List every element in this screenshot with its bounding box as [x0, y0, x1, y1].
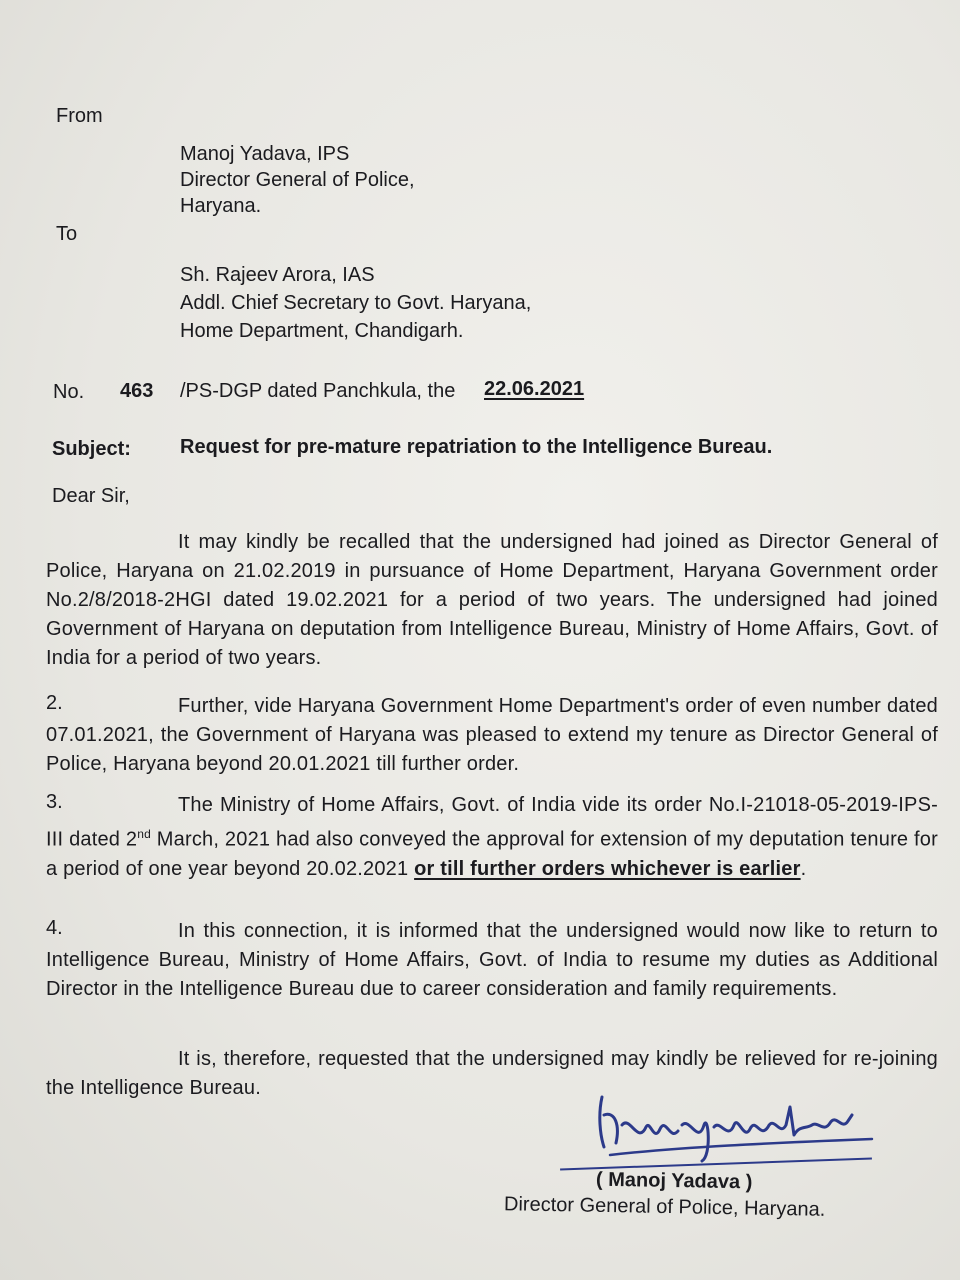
- paragraph-3-number: 3.: [46, 791, 63, 813]
- paragraph-1: [46, 528, 938, 673]
- sender-line-1: Manoj Yadava, IPS: [180, 143, 350, 165]
- handwritten-signature: [590, 1085, 880, 1165]
- sender-line-2: Director General of Police,: [180, 169, 415, 191]
- signatory-designation: Director General of Police, Haryana.: [503, 1193, 826, 1221]
- paragraph-2-number: 2.: [46, 692, 63, 714]
- from-label: From: [56, 105, 103, 127]
- salutation: Dear Sir,: [52, 485, 130, 507]
- paragraph-4-text: In this connection, it is informed that the undersigned would now like to return to Intelligence Bureau, Ministry of Home Affairs, Govt. of India to resume my duties as Additional Director in the Intelligence Bureau due to career consideration and family requirements.: [46, 920, 938, 1000]
- paragraph-4-number: 4.: [46, 917, 63, 939]
- sender-line-3: Haryana.: [180, 195, 262, 217]
- recipient-line-2: Addl. Chief Secretary to Govt. Haryana,: [180, 292, 532, 314]
- paragraph-3: [46, 791, 938, 884]
- ref-no-label: No.: [53, 381, 85, 403]
- signatory-name: ( Manoj Yadava ): [595, 1168, 753, 1194]
- ref-text: /PS-DGP dated Panchkula, the: [180, 380, 456, 402]
- subject-label: Subject:: [52, 438, 131, 460]
- paragraph-2: [46, 692, 938, 779]
- recipient-line-3: Home Department, Chandigarh.: [180, 320, 464, 342]
- recipient-line-1: Sh. Rajeev Arora, IAS: [180, 264, 375, 286]
- paragraph-4: [46, 917, 938, 1004]
- ref-date: 22.06.2021: [484, 378, 585, 400]
- subject-text: Request for pre-mature repatriation to the Intelligence Bureau.: [180, 436, 773, 458]
- paragraph-3-end: .: [800, 857, 807, 880]
- paragraph-2-text: Further, vide Haryana Government Home Department's order of even number dated 07.01.2021, the Government of Haryana was pleased to extend my tenure as Director General of Police, Haryana beyond 20.01.2021 till further order.: [46, 695, 938, 775]
- paragraph-3-superscript: nd: [137, 827, 151, 841]
- paragraph-3-text-b: March, 2021 had also conveyed the approval for extension of my deputation tenure for a period of one year beyond 20.02.2021: [46, 828, 938, 880]
- paragraph-3-text-a: The Ministry of Home Affairs, Govt. of India vide its order No.I-21018-05-2019-IPS-III dated 2: [46, 794, 938, 851]
- paragraph-3-emphasis: or till further orders whichever is earlier: [414, 857, 801, 880]
- paragraph-1-text: It may kindly be recalled that the undersigned had joined as Director General of Police, Haryana on 21.02.2019 in pursuance of Home Department, Haryana Government order No.2/8/2018-2HGI dated 19.02.2021 for a period of two years. The undersigned had joined Government of Haryana on deputation from Intelligence Bureau, Ministry of Home Affairs, Govt. of India for a period of two years.: [46, 531, 938, 669]
- to-label: To: [56, 223, 78, 245]
- paragraph-5-text: It is, therefore, requested that the undersigned may kindly be relieved for re-joining the Intelligence Bureau.: [46, 1048, 938, 1099]
- ref-number: 463: [120, 380, 154, 402]
